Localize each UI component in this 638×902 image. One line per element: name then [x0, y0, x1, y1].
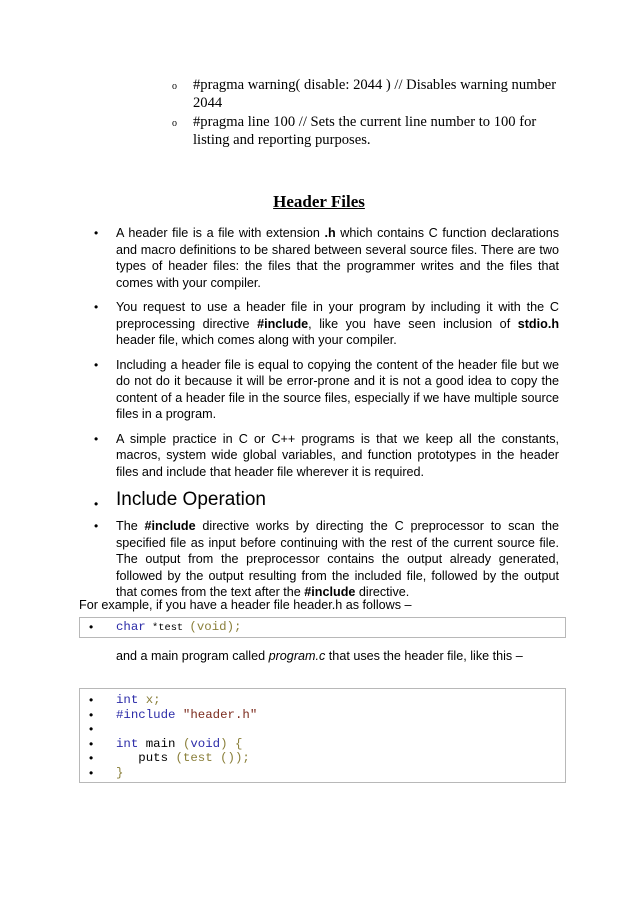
list-item: [94, 225, 559, 291]
italic-text: program.c: [268, 649, 326, 663]
code-block-header: [79, 617, 566, 638]
text: A simple practice in C or C++ programs is that we keep all the constants, macros, system wide global variables, and function prototypes in the header files and include that header file wherever it is required.: [116, 431, 559, 479]
code-line: [89, 737, 565, 752]
code-identifier: puts: [116, 751, 176, 766]
circle-bullet-icon: o: [172, 81, 177, 92]
list-item-heading: [94, 488, 559, 512]
text: that uses the header file, like this –: [325, 649, 523, 663]
text: directive works by directing the C preprocessor to scan the specified file as input before continuing with the rest of the current source file. The output from the preprocessor contains the output already generated, followed by the output resulting from the included file, followed by the output that comes from the text after the: [116, 519, 560, 599]
pragma-text: #pragma warning( disable: 2044 ) // Disables warning number 2044: [193, 77, 557, 111]
code-line: [89, 766, 565, 781]
bold-text: stdio.h: [517, 316, 560, 331]
bullet-icon: •: [89, 765, 94, 780]
code-block-main: [79, 688, 566, 783]
code-line: [89, 708, 565, 723]
code-line: [89, 693, 565, 708]
text: directive.: [355, 585, 410, 599]
pragma-item-line: [172, 113, 572, 149]
text: header file, which comes along with your compiler.: [116, 333, 397, 347]
code-string: "header.h": [175, 707, 258, 722]
text: The: [116, 519, 145, 533]
header-files-list: [94, 225, 559, 609]
bullet-icon: •: [94, 519, 99, 533]
code-line: [89, 751, 565, 766]
pragma-text: #pragma line 100 // Sets the current line number to 100 for listing and reporting purposes.: [193, 114, 537, 148]
code-punctuation: (: [182, 736, 191, 751]
code-identifier: *test: [145, 622, 190, 634]
code-identifier: main: [138, 736, 183, 751]
code-punctuation: x;: [138, 693, 161, 707]
main-program-text: [116, 648, 523, 664]
text: A header file is a file with extension: [116, 226, 325, 240]
section-title: Header Files: [273, 192, 365, 211]
bullet-icon: •: [94, 300, 99, 314]
bold-text: #include: [257, 316, 309, 331]
code-punctuation: }: [116, 765, 124, 780]
example-text: For example, if you have a header file header.h as follows –: [79, 598, 412, 612]
bullet-icon: •: [89, 693, 94, 707]
bullet-icon: •: [94, 226, 99, 240]
text: which contains C function declarations and macro definitions to be shared between several source files. There are two types of header files: the files that the programmer writes and the files that comes with your compiler.: [116, 226, 559, 290]
code-keyword: #include: [116, 707, 176, 722]
code-keyword: int: [116, 736, 139, 751]
circle-bullet-icon: o: [172, 118, 177, 129]
bullet-icon: •: [89, 707, 94, 722]
bullet-icon: •: [94, 357, 99, 372]
text: You request to use a header file in your program by including it with the C preprocessing directive: [116, 300, 559, 331]
code-keyword: void: [190, 736, 221, 751]
code-keyword: char: [116, 620, 146, 634]
code-keyword: int: [116, 693, 139, 707]
bullet-icon: •: [94, 431, 99, 446]
bullet-icon: •: [89, 736, 94, 751]
bold-text: #include: [304, 585, 356, 599]
code-punctuation: ) {: [220, 736, 243, 751]
code-line: [89, 620, 565, 635]
list-item: [94, 431, 559, 481]
pragma-item-warning: [172, 76, 572, 112]
list-item: [94, 357, 559, 423]
pragma-list: [172, 76, 572, 150]
text: , like you have seen inclusion of: [308, 316, 518, 331]
bold-text: #include: [144, 519, 196, 533]
bullet-icon: •: [89, 722, 94, 737]
subheading: Include Operation: [116, 489, 266, 510]
bullet-icon: •: [94, 497, 99, 511]
bullet-icon: •: [89, 620, 94, 634]
text: Including a header file is equal to copying the content of the header file but we do not do it because it will be error-prone and it is not a good idea to copy the content of a header file in the source files, especially if we have multiple source files in a program.: [116, 357, 559, 421]
code-line: [89, 722, 565, 737]
code-punctuation: (test ());: [175, 751, 250, 766]
text: and a main program called: [116, 649, 269, 663]
list-item: [94, 299, 559, 349]
bold-text: .h: [324, 226, 336, 240]
code-punctuation: (void);: [189, 620, 242, 634]
list-item: [94, 518, 559, 601]
bullet-icon: •: [89, 751, 94, 766]
